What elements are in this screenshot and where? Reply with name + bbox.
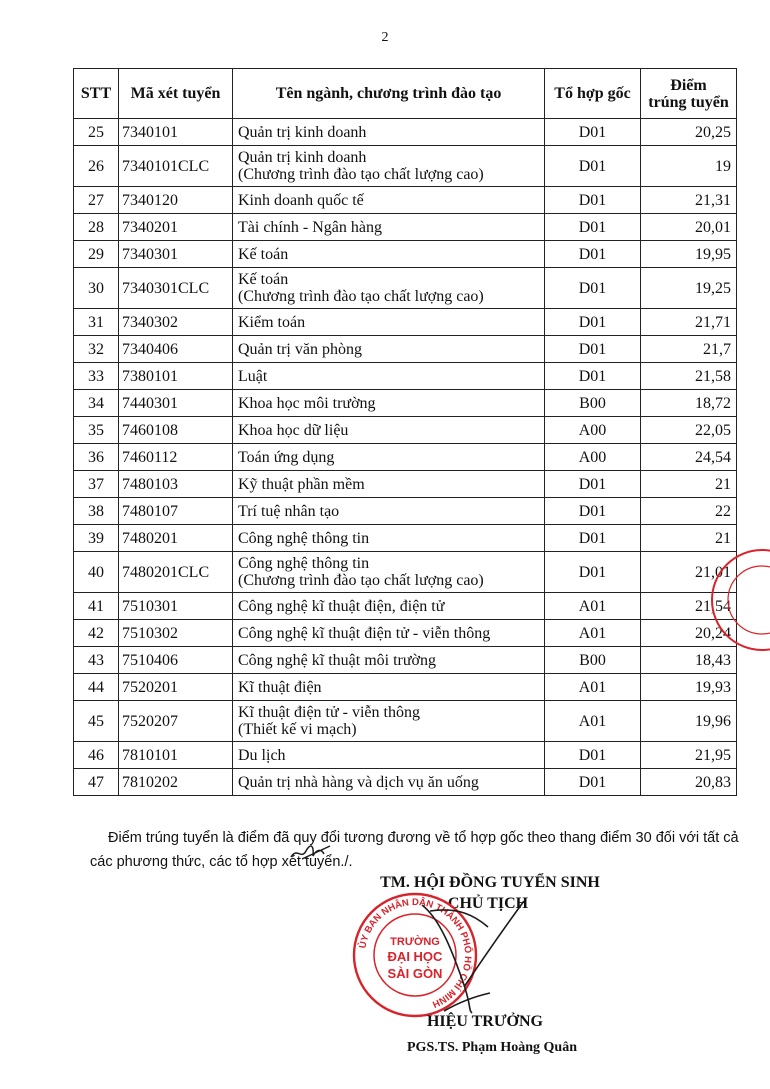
cell-score: 19,25: [641, 268, 737, 309]
cell-combo: D01: [545, 471, 641, 498]
cell-stt: 44: [74, 674, 119, 701]
cell-name: [233, 309, 545, 336]
cell-combo: D01: [545, 498, 641, 525]
program-name-line: Toán ứng dụng: [238, 448, 335, 466]
cell-code: 7340201: [119, 214, 233, 241]
signature-title: HIỆU TRƯỞNG: [426, 1013, 543, 1030]
table-row: [74, 742, 737, 769]
cell-combo: D01: [545, 187, 641, 214]
cell-score: 21: [641, 525, 737, 552]
score-note: Điểm trúng tuyển là điểm đã quy đổi tương đương về tổ hợp gốc theo thang điểm 30 đối với tất cả các phương thức, các tổ hợp xét tuyển./.: [90, 830, 739, 870]
cell-combo: D01: [545, 336, 641, 363]
cell-name: [233, 742, 545, 769]
cell-score: 24,54: [641, 444, 737, 471]
cell-stt: 31: [74, 309, 119, 336]
cell-combo: A01: [545, 620, 641, 647]
signature-person: PGS.TS. Phạm Hoàng Quân: [407, 1040, 577, 1055]
table-row: [74, 552, 737, 593]
cell-stt: 33: [74, 363, 119, 390]
cell-score: 21,71: [641, 309, 737, 336]
program-name-line: Du lịch: [238, 746, 286, 764]
cell-stt: 26: [74, 146, 119, 187]
cell-name: [233, 268, 545, 309]
program-name-line: Công nghệ thông tin: [238, 529, 370, 547]
handwritten-signature: [410, 893, 530, 1023]
program-name-line: Kế toán: [238, 245, 289, 263]
cell-code: 7520201: [119, 674, 233, 701]
cell-score: 21,7: [641, 336, 737, 363]
cell-code: 7510406: [119, 647, 233, 674]
program-name-line: Công nghệ kĩ thuật điện, điện tử: [238, 597, 445, 615]
cell-code: 7480201: [119, 525, 233, 552]
program-name-line: Kiểm toán: [238, 313, 306, 331]
cell-code: 7340101: [119, 119, 233, 146]
seal-line-2: ĐẠI HỌC: [387, 949, 443, 964]
table-row: [74, 336, 737, 363]
cell-combo: D01: [545, 552, 641, 593]
program-name-line: Kĩ thuật điện tử - viễn thông: [238, 704, 420, 721]
program-name-line: Tài chính - Ngân hàng: [238, 218, 382, 236]
program-name-line: (Chương trình đào tạo chất lượng cao): [238, 166, 484, 183]
header-combo: Tổ hợp gốc: [545, 69, 641, 119]
cell-combo: B00: [545, 647, 641, 674]
cell-score: 21,01: [641, 552, 737, 593]
cell-name: [233, 146, 545, 187]
table-row: [74, 417, 737, 444]
table-row: [74, 647, 737, 674]
cell-stt: 28: [74, 214, 119, 241]
cell-combo: D01: [545, 525, 641, 552]
table-row: [74, 471, 737, 498]
table-row: [74, 498, 737, 525]
cell-score: 21,31: [641, 187, 737, 214]
program-name-line: Trí tuệ nhân tạo: [238, 502, 340, 520]
cell-code: 7510302: [119, 620, 233, 647]
initials-mark: [288, 842, 334, 864]
program-name-line: Quản trị văn phòng: [238, 340, 362, 358]
table-row: [74, 268, 737, 309]
cell-stt: 47: [74, 769, 119, 796]
program-name-line: (Chương trình đào tạo chất lượng cao): [238, 288, 484, 305]
cell-score: 21,58: [641, 363, 737, 390]
table-row: [74, 674, 737, 701]
cell-combo: A01: [545, 701, 641, 742]
cell-stt: 36: [74, 444, 119, 471]
program-name-line: Kinh doanh quốc tế: [238, 191, 364, 209]
cell-name: [233, 214, 545, 241]
cell-score: 21,54: [641, 593, 737, 620]
program-name-line: Khoa học dữ liệu: [238, 421, 349, 439]
cell-code: 7810101: [119, 742, 233, 769]
cell-combo: A00: [545, 444, 641, 471]
signature-org: TM. HỘI ĐỒNG TUYỂN SINH: [380, 874, 600, 891]
page-number: 2: [381, 30, 389, 45]
table-row: [74, 593, 737, 620]
cell-score: 20,83: [641, 769, 737, 796]
cell-code: 7380101: [119, 363, 233, 390]
cell-name: [233, 444, 545, 471]
cell-code: 7460112: [119, 444, 233, 471]
table-row: [74, 525, 737, 552]
cell-stt: 34: [74, 390, 119, 417]
cell-code: 7520207: [119, 701, 233, 742]
cell-combo: B00: [545, 390, 641, 417]
cell-combo: A00: [545, 417, 641, 444]
table-header-row: [74, 69, 737, 119]
cell-code: 7340120: [119, 187, 233, 214]
cell-name: [233, 119, 545, 146]
table-row: [74, 146, 737, 187]
cell-score: 21: [641, 471, 737, 498]
cell-name: [233, 417, 545, 444]
cell-name: [233, 241, 545, 268]
cell-score: 18,43: [641, 647, 737, 674]
cell-code: 7340406: [119, 336, 233, 363]
seal-line-1: TRƯỜNG: [390, 936, 440, 948]
program-name-line: Kỹ thuật phần mềm: [238, 475, 365, 493]
cell-name: [233, 593, 545, 620]
cell-name: [233, 769, 545, 796]
header-stt: STT: [74, 69, 119, 119]
header-code: Mã xét tuyển: [119, 69, 233, 119]
cell-code: 7480103: [119, 471, 233, 498]
cell-code: 7340302: [119, 309, 233, 336]
cell-stt: 45: [74, 701, 119, 742]
table-row: [74, 241, 737, 268]
table-row: [74, 620, 737, 647]
cell-stt: 35: [74, 417, 119, 444]
cell-score: 20,25: [641, 119, 737, 146]
cell-stt: 42: [74, 620, 119, 647]
program-name-line: Công nghệ thông tin: [238, 555, 370, 572]
seal-line-3: SÀI GÒN: [387, 966, 443, 981]
table-row: [74, 309, 737, 336]
program-name-line: Công nghệ kĩ thuật điện tử - viễn thông: [238, 624, 491, 642]
cell-score: 19,93: [641, 674, 737, 701]
cell-score: 19,95: [641, 241, 737, 268]
cell-score: 18,72: [641, 390, 737, 417]
edge-seal-fragment: [700, 545, 770, 655]
table-row: [74, 119, 737, 146]
program-name-line: Công nghệ kĩ thuật môi trường: [238, 651, 437, 669]
cell-combo: A01: [545, 593, 641, 620]
cell-stt: 32: [74, 336, 119, 363]
table-row: [74, 390, 737, 417]
cell-name: [233, 363, 545, 390]
cell-combo: D01: [545, 363, 641, 390]
cell-code: 7480201CLC: [119, 552, 233, 593]
header-score-line2: trúng tuyển: [648, 93, 729, 111]
cell-score: 21,95: [641, 742, 737, 769]
cell-code: 7510301: [119, 593, 233, 620]
cell-score: 19: [641, 146, 737, 187]
cell-name: [233, 471, 545, 498]
admission-table: [73, 68, 737, 796]
cell-score: 22: [641, 498, 737, 525]
program-name-line: Quản trị kinh doanh: [238, 123, 367, 141]
cell-name: [233, 701, 545, 742]
cell-name: [233, 390, 545, 417]
cell-stt: 43: [74, 647, 119, 674]
program-name-line: Quản trị kinh doanh: [238, 149, 367, 166]
table-row: [74, 444, 737, 471]
cell-score: 19,96: [641, 701, 737, 742]
cell-code: 7810202: [119, 769, 233, 796]
program-name-line: Luật: [238, 367, 268, 385]
cell-name: [233, 674, 545, 701]
table-body: [74, 119, 737, 796]
cell-stt: 46: [74, 742, 119, 769]
header-name: Tên ngành, chương trình đào tạo: [233, 69, 545, 119]
cell-name: [233, 552, 545, 593]
cell-combo: D01: [545, 268, 641, 309]
header-score: [641, 69, 737, 119]
cell-code: 7460108: [119, 417, 233, 444]
cell-combo: D01: [545, 309, 641, 336]
program-name-line: Quản trị nhà hàng và dịch vụ ăn uống: [238, 773, 479, 791]
program-name-line: (Chương trình đào tạo chất lượng cao): [238, 572, 484, 589]
cell-code: 7340301CLC: [119, 268, 233, 309]
cell-stt: 27: [74, 187, 119, 214]
program-name-line: (Thiết kế vi mạch): [238, 721, 357, 738]
cell-code: 7440301: [119, 390, 233, 417]
cell-combo: D01: [545, 241, 641, 268]
cell-score: 20,24: [641, 620, 737, 647]
table-row: [74, 363, 737, 390]
cell-code: 7340101CLC: [119, 146, 233, 187]
cell-combo: A01: [545, 674, 641, 701]
cell-stt: 37: [74, 471, 119, 498]
program-name-line: Kế toán: [238, 271, 289, 288]
cell-stt: 41: [74, 593, 119, 620]
cell-stt: 38: [74, 498, 119, 525]
cell-stt: 39: [74, 525, 119, 552]
cell-combo: D01: [545, 742, 641, 769]
cell-code: 7340301: [119, 241, 233, 268]
cell-name: [233, 647, 545, 674]
cell-combo: D01: [545, 119, 641, 146]
program-name-line: Kĩ thuật điện: [238, 678, 322, 696]
cell-name: [233, 620, 545, 647]
cell-combo: D01: [545, 214, 641, 241]
program-name-line: Khoa học môi trường: [238, 394, 376, 412]
cell-name: [233, 336, 545, 363]
seal-outer-text: ỦY BAN NHÂN DÂN THÀNH PHỐ HỒ CHÍ MINH: [357, 896, 474, 1010]
cell-score: 20,01: [641, 214, 737, 241]
cell-stt: 29: [74, 241, 119, 268]
signature-role: CHỦ TỊCH: [447, 895, 529, 912]
cell-name: [233, 498, 545, 525]
cell-code: 7480107: [119, 498, 233, 525]
table-row: [74, 769, 737, 796]
cell-stt: 40: [74, 552, 119, 593]
header-score-line1: Điểm: [670, 76, 707, 94]
cell-combo: D01: [545, 146, 641, 187]
cell-name: [233, 525, 545, 552]
table-row: [74, 701, 737, 742]
cell-score: 22,05: [641, 417, 737, 444]
cell-combo: D01: [545, 769, 641, 796]
cell-name: [233, 187, 545, 214]
table-row: [74, 187, 737, 214]
cell-stt: 25: [74, 119, 119, 146]
table-row: [74, 214, 737, 241]
cell-stt: 30: [74, 268, 119, 309]
